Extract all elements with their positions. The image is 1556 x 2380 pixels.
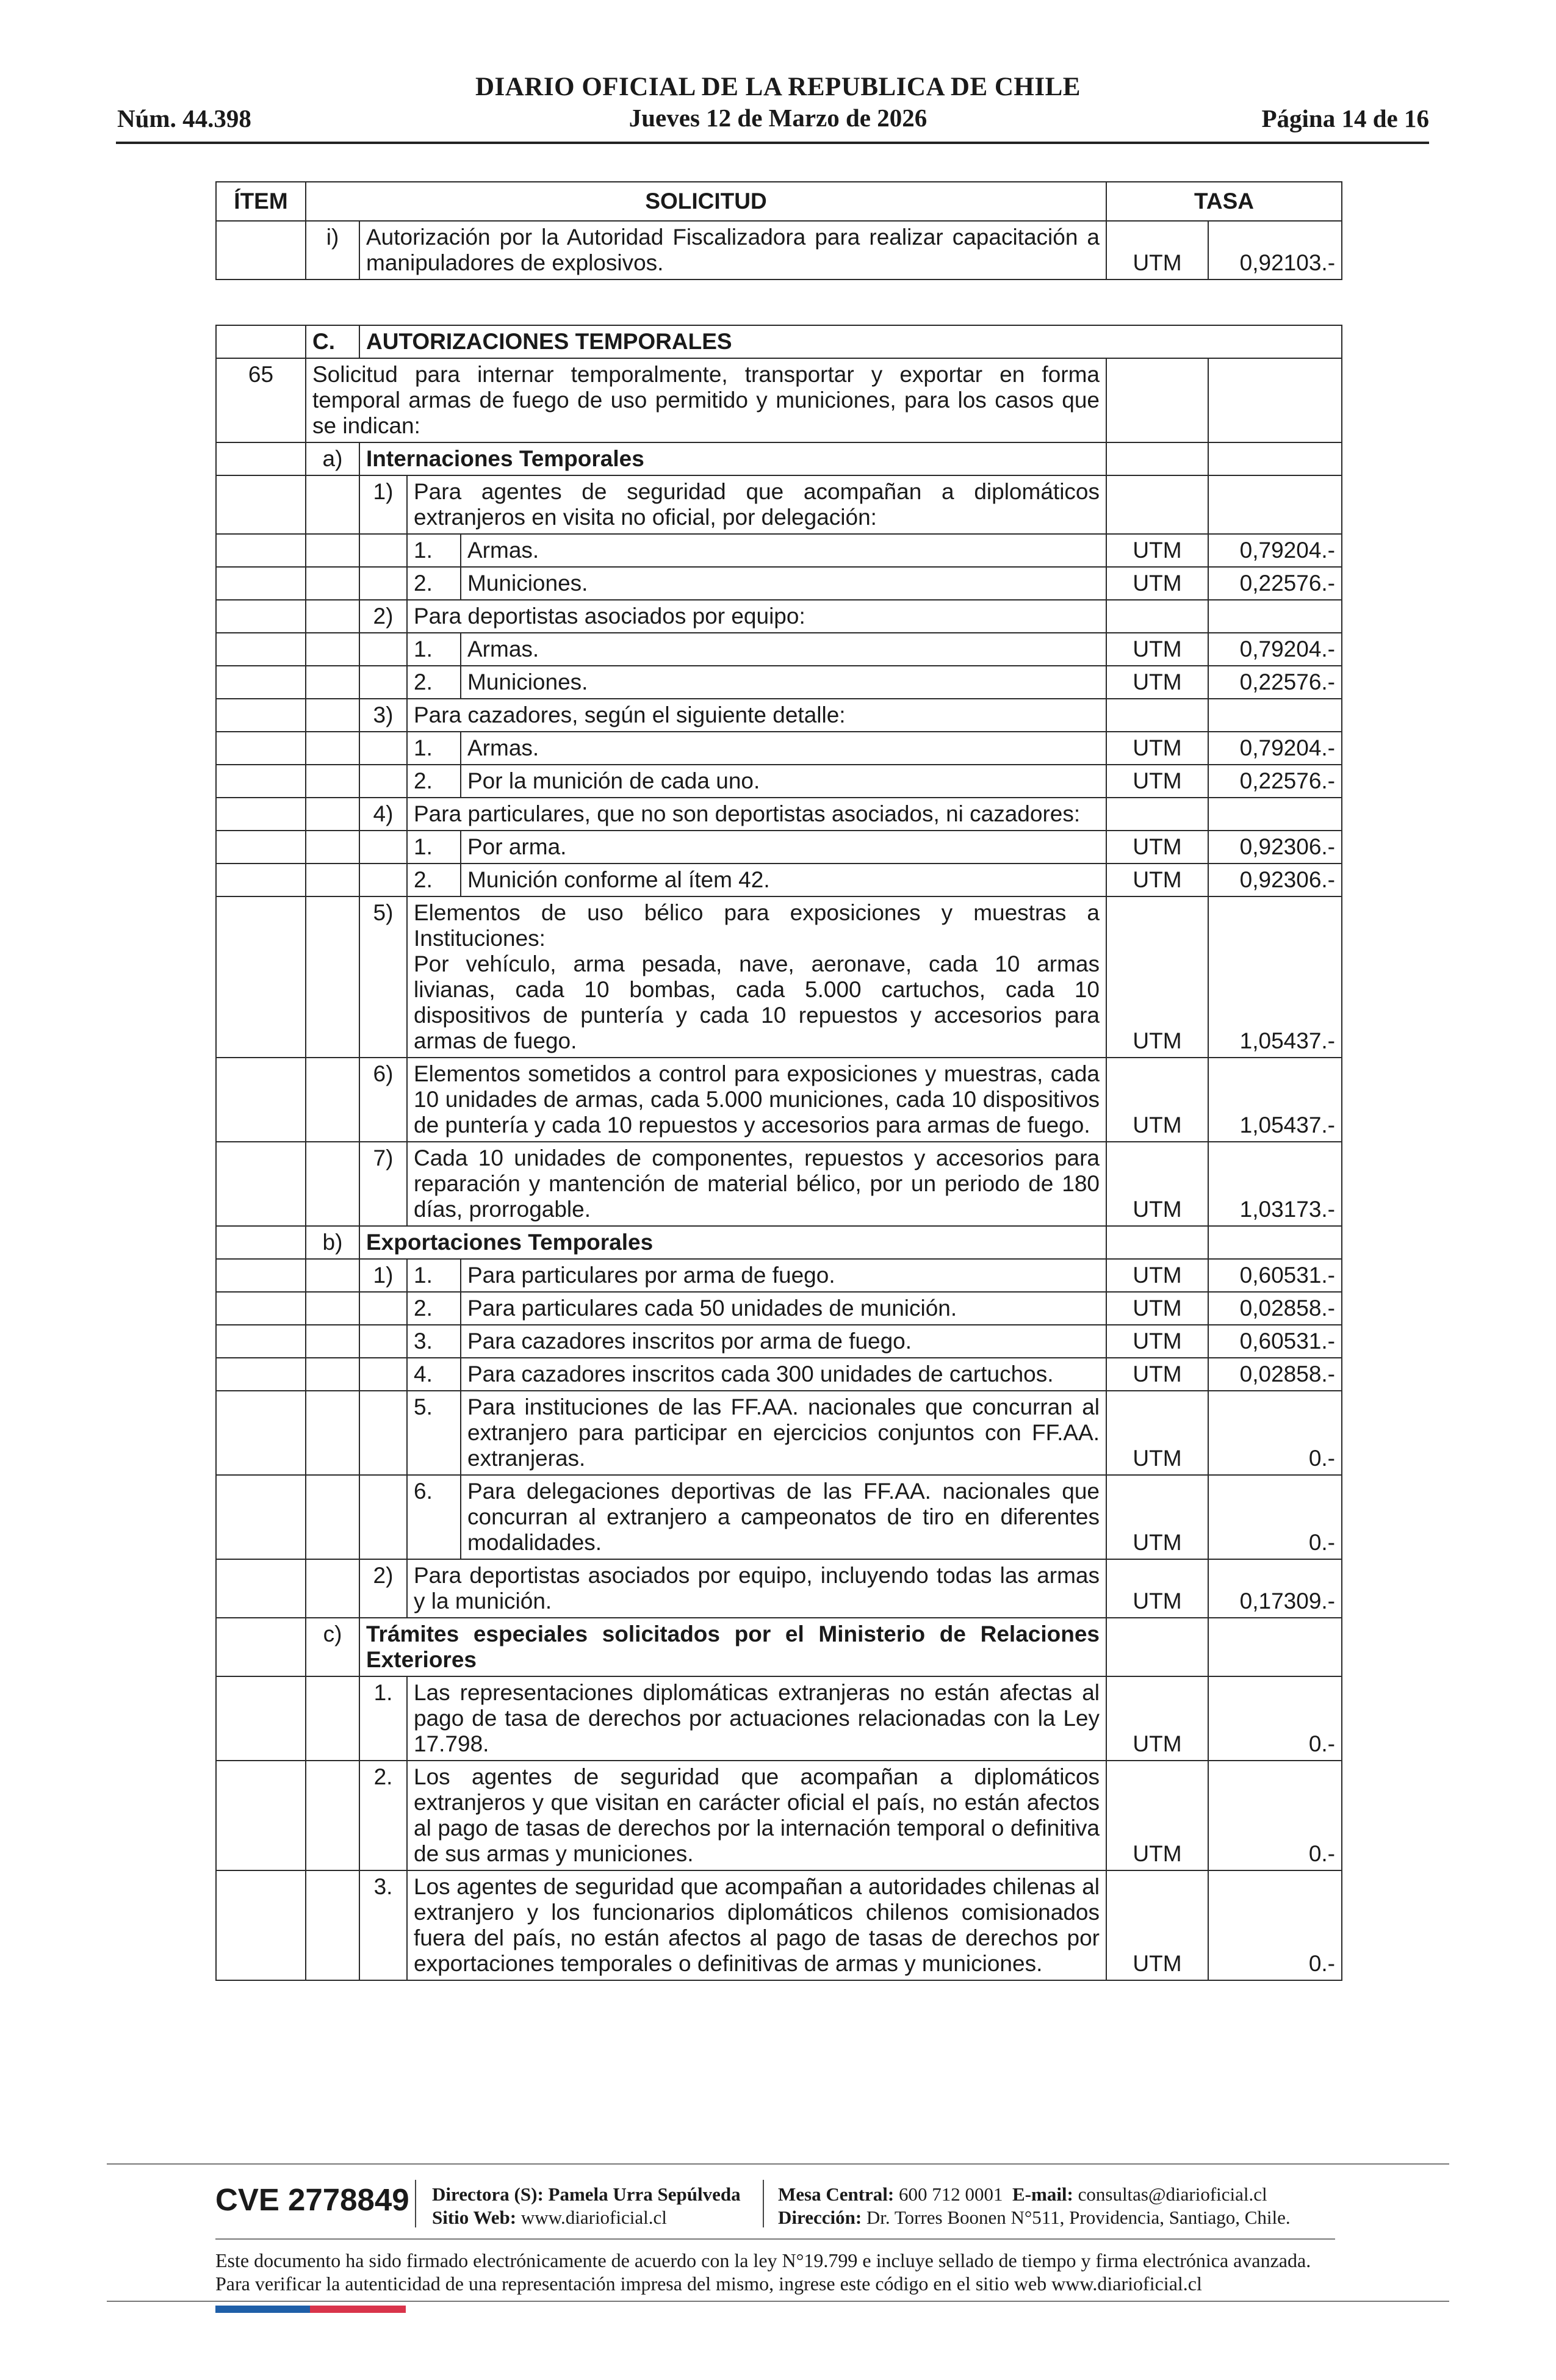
fee-value: 0,22576.- [1208, 666, 1342, 699]
fee-unit: UTM [1106, 221, 1208, 279]
row-number: 1. [359, 1676, 407, 1761]
row-number: 2. [407, 666, 461, 699]
fee-value: 0,92103.- [1208, 221, 1342, 279]
fee-value: 0.- [1208, 1391, 1342, 1475]
row-description [407, 896, 1106, 1058]
footer-director-block [432, 2183, 741, 2229]
fee-unit: UTM [1106, 567, 1208, 600]
row-description: Municiones. [461, 567, 1106, 600]
footer-divider [215, 2238, 1335, 2240]
subsection-label: a) [306, 442, 359, 475]
site-link[interactable]: www.diarioficial.cl [520, 2207, 667, 2228]
email-label: E-mail: [1012, 2183, 1073, 2205]
fee-unit: UTM [1106, 1870, 1208, 1980]
table-row [216, 666, 1342, 699]
fee-unit: UTM [1106, 1292, 1208, 1325]
fee-unit: UTM [1106, 896, 1208, 1058]
table-row [216, 633, 1342, 666]
table-row [216, 1292, 1342, 1325]
header-divider [116, 142, 1429, 144]
row-description: Los agentes de seguridad que acompañan a diplomáticos extranjeros y que visitan en carácter oficial el país, no están afectos al pago de tasas de derechos por la internación temporal o definitiva de sus armas y municiones. [407, 1761, 1106, 1870]
row-description: Para deportistas asociados por equipo: [407, 600, 1106, 633]
subsection-label: b) [306, 1226, 359, 1259]
subsection-title: Trámites especiales solicitados por el Ministerio de Relaciones Exteriores [359, 1618, 1106, 1676]
fee-value: 0.- [1208, 1676, 1342, 1761]
fee-unit: UTM [1106, 1559, 1208, 1618]
table-row [216, 600, 1342, 633]
fee-value: 0,02858.- [1208, 1358, 1342, 1391]
fee-value: 0.- [1208, 1870, 1342, 1980]
table-row [216, 1259, 1342, 1292]
row-description: Por arma. [461, 831, 1106, 864]
fee-unit: UTM [1106, 1058, 1208, 1142]
table-row [216, 699, 1342, 732]
fee-unit: UTM [1106, 1325, 1208, 1358]
table-row [216, 1761, 1342, 1870]
row-description: Para instituciones de las FF.AA. nacionales que concurran al extranjero para participar en ejercicios conjuntos con FF.AA. extranjeras. [461, 1391, 1106, 1475]
row-description: Para particulares cada 50 unidades de munición. [461, 1292, 1106, 1325]
table-row [216, 831, 1342, 864]
address-value: Dr. Torres Boonen N°511, Providencia, Santiago, Chile. [866, 2207, 1291, 2228]
row-label: 2) [359, 1559, 407, 1618]
fee-unit: UTM [1106, 1259, 1208, 1292]
row-number: 1. [407, 1259, 461, 1292]
issue-number: Núm. 44.398 [117, 104, 251, 132]
row-number: 6. [407, 1475, 461, 1559]
table-row [216, 864, 1342, 896]
table-row [216, 567, 1342, 600]
row-number: 1. [407, 534, 461, 567]
fee-value: 1,05437.- [1208, 1058, 1342, 1142]
row-description: Para cazadores inscritos por arma de fuego. [461, 1325, 1106, 1358]
table-row [216, 1559, 1342, 1618]
fee-unit: UTM [1106, 1142, 1208, 1226]
row-description: Para cazadores inscritos cada 300 unidades de cartuchos. [461, 1358, 1106, 1391]
row-description: Los agentes de seguridad que acompañan a autoridades chilenas al extranjero y los funcionarios diplomáticos chilenos comisionados fuera del país, no están afectos al pago de tasas de derechos por exportaciones temporales o definitivas de armas y municiones. [407, 1870, 1106, 1980]
director-label: Directora (S): [432, 2183, 544, 2205]
table-row [216, 765, 1342, 798]
subsection-row [216, 1618, 1342, 1676]
subsection-row [216, 442, 1342, 475]
mesa-label: Mesa Central: [778, 2183, 895, 2205]
subsection-row [216, 1226, 1342, 1259]
row-description: Armas. [461, 633, 1106, 666]
fee-unit: UTM [1106, 864, 1208, 896]
column-header-tasa: TASA [1106, 182, 1342, 221]
fee-unit: UTM [1106, 831, 1208, 864]
fee-value: 0,60531.- [1208, 1259, 1342, 1292]
table-row [216, 896, 1342, 1058]
fee-unit: UTM [1106, 534, 1208, 567]
address-label: Dirección: [778, 2207, 862, 2228]
footer-separator [415, 2180, 416, 2227]
fee-value: 0,02858.- [1208, 1292, 1342, 1325]
table-row [216, 358, 1342, 442]
table-row [216, 1870, 1342, 1980]
section-label: C. [306, 325, 359, 358]
row-description: Para particulares, que no son deportistas asociados, ni cazadores: [407, 798, 1106, 831]
row-number: 2. [359, 1761, 407, 1870]
item-description: Solicitud para internar temporalmente, transportar y exportar en forma temporal armas de fuego de uso permitido y municiones, para los casos que se indican: [306, 358, 1106, 442]
row-number: 2. [407, 864, 461, 896]
table-header-row [216, 182, 1342, 221]
footer-separator [763, 2180, 764, 2227]
fee-unit: UTM [1106, 1391, 1208, 1475]
table-row [216, 1676, 1342, 1761]
publication-date: Jueves 12 de Marzo de 2026 [629, 104, 927, 132]
row-label: 2) [359, 600, 407, 633]
flag-stripe-blue [215, 2306, 310, 2313]
row-description: Munición conforme al ítem 42. [461, 864, 1106, 896]
table-row [216, 732, 1342, 765]
director-name: Pamela Urra Sepúlveda [548, 2183, 741, 2205]
row-label: 1) [359, 1259, 407, 1292]
column-header-item: ÍTEM [216, 182, 306, 221]
email-link[interactable]: consultas@diarioficial.cl [1078, 2183, 1267, 2205]
site-label: Sitio Web: [432, 2207, 517, 2228]
table-row [216, 1058, 1342, 1142]
fee-value: 0,22576.- [1208, 765, 1342, 798]
subsection-title: Exportaciones Temporales [359, 1226, 1106, 1259]
row-number: 2. [407, 1292, 461, 1325]
row-description: Para particulares por arma de fuego. [461, 1259, 1106, 1292]
row-description: Para delegaciones deportivas de las FF.AA. nacionales que concurran al extranjero a campeonatos de tiro en diferentes modalidades. [461, 1475, 1106, 1559]
fee-unit: UTM [1106, 732, 1208, 765]
row-description-line: Elementos de uso bélico para exposiciones y muestras a Instituciones: [414, 900, 1100, 951]
row-number: 5. [407, 1391, 461, 1475]
row-label: 3) [359, 699, 407, 732]
footer-divider [107, 2163, 1449, 2165]
fee-unit: UTM [1106, 1761, 1208, 1870]
row-label: 6) [359, 1058, 407, 1142]
row-number: 2. [407, 567, 461, 600]
fee-unit: UTM [1106, 1358, 1208, 1391]
table-row [216, 1475, 1342, 1559]
fee-unit: UTM [1106, 1475, 1208, 1559]
fee-value: 0.- [1208, 1475, 1342, 1559]
table-row [216, 1325, 1342, 1358]
table-row [216, 534, 1342, 567]
fee-value: 1,05437.- [1208, 896, 1342, 1058]
row-number: 2. [407, 765, 461, 798]
row-label: 1) [359, 475, 407, 534]
fee-value: 0.- [1208, 1761, 1342, 1870]
row-description: Autorización por la Autoridad Fiscalizadora para realizar capacitación a manipuladores de explosivos. [359, 221, 1106, 279]
fee-unit: UTM [1106, 765, 1208, 798]
row-label: 7) [359, 1142, 407, 1226]
fee-value: 0,92306.- [1208, 831, 1342, 864]
row-number: 3. [407, 1325, 461, 1358]
row-number: 1. [407, 633, 461, 666]
footer-contact-block [778, 2183, 1291, 2229]
fee-value: 0,60531.- [1208, 1325, 1342, 1358]
fee-value: 0,92306.- [1208, 864, 1342, 896]
row-description: Municiones. [461, 666, 1106, 699]
fee-table-continued [215, 181, 1342, 280]
row-label: 4) [359, 798, 407, 831]
cve-code: CVE 2778849 [215, 2182, 409, 2217]
fee-value: 0,79204.- [1208, 633, 1342, 666]
footer-divider [107, 2301, 1449, 2302]
fee-value: 0,22576.- [1208, 567, 1342, 600]
row-number: 1. [407, 732, 461, 765]
mesa-phone: 600 712 0001 [899, 2183, 1003, 2205]
row-description: Armas. [461, 732, 1106, 765]
fee-value: 0,79204.- [1208, 534, 1342, 567]
flag-stripe-red [310, 2306, 406, 2313]
row-label: 5) [359, 896, 407, 1058]
fee-unit: UTM [1106, 666, 1208, 699]
row-number: 4. [407, 1358, 461, 1391]
table-row [216, 1142, 1342, 1226]
fee-table-temporales [215, 325, 1342, 1981]
subsection-title: Internaciones Temporales [359, 442, 1106, 475]
table-row [216, 475, 1342, 534]
fee-unit: UTM [1106, 1676, 1208, 1761]
fee-value: 1,03173.- [1208, 1142, 1342, 1226]
row-description: Las representaciones diplomáticas extranjeras no están afectas al pago de tasa de derechos por actuaciones relacionadas con la Ley 17.798. [407, 1676, 1106, 1761]
row-number: 3. [359, 1870, 407, 1980]
row-number: 1. [407, 831, 461, 864]
row-description: Para cazadores, según el siguiente detalle: [407, 699, 1106, 732]
publication-title: DIARIO OFICIAL DE LA REPUBLICA DE CHILE [475, 73, 1081, 101]
row-description: Cada 10 unidades de componentes, repuestos y accesorios para reparación y mantención de material bélico, por un periodo de 180 días, prorrogable. [407, 1142, 1106, 1226]
column-header-solicitud: SOLICITUD [306, 182, 1106, 221]
row-description: Por la munición de cada uno. [461, 765, 1106, 798]
section-row [216, 325, 1342, 358]
table-row [216, 1358, 1342, 1391]
fee-value: 0,17309.- [1208, 1559, 1342, 1618]
page-number: Página 14 de 16 [1261, 104, 1429, 132]
section-title: AUTORIZACIONES TEMPORALES [359, 325, 1342, 358]
table-row [216, 798, 1342, 831]
row-description: Para deportistas asociados por equipo, incluyendo todas las armas y la munición. [407, 1559, 1106, 1618]
row-description: Elementos sometidos a control para exposiciones y muestras, cada 10 unidades de armas, cada 5.000 municiones, cada 10 dispositivos de puntería y cada 10 repuestos y accesorios para armas de fuego. [407, 1058, 1106, 1142]
row-description: Para agentes de seguridad que acompañan a diplomáticos extranjeros en visita no oficial, por delegación: [407, 475, 1106, 534]
row-description-line: Por vehículo, arma pesada, nave, aeronave, cada 10 armas livianas, cada 10 bombas, cada 5.000 cartuchos, cada 10 dispositivos de puntería y cada 10 repuestos y accesorios para armas de fuego. [414, 951, 1100, 1053]
fee-value: 0,79204.- [1208, 732, 1342, 765]
legal-notice: Este documento ha sido firmado electrónicamente de acuerdo con la ley N°19.799 e incluye sellado de tiempo y firma electrónica avanzada. Para verificar la autenticidad de una representación impresa del mismo, ingrese este código en el sitio web www.diarioficial.cl [215, 2249, 1311, 2295]
table-row [216, 1391, 1342, 1475]
table-row [216, 221, 1342, 279]
item-number: 65 [216, 358, 306, 442]
row-description: Armas. [461, 534, 1106, 567]
row-label: i) [306, 221, 359, 279]
subsection-label: c) [306, 1618, 359, 1676]
fee-unit: UTM [1106, 633, 1208, 666]
